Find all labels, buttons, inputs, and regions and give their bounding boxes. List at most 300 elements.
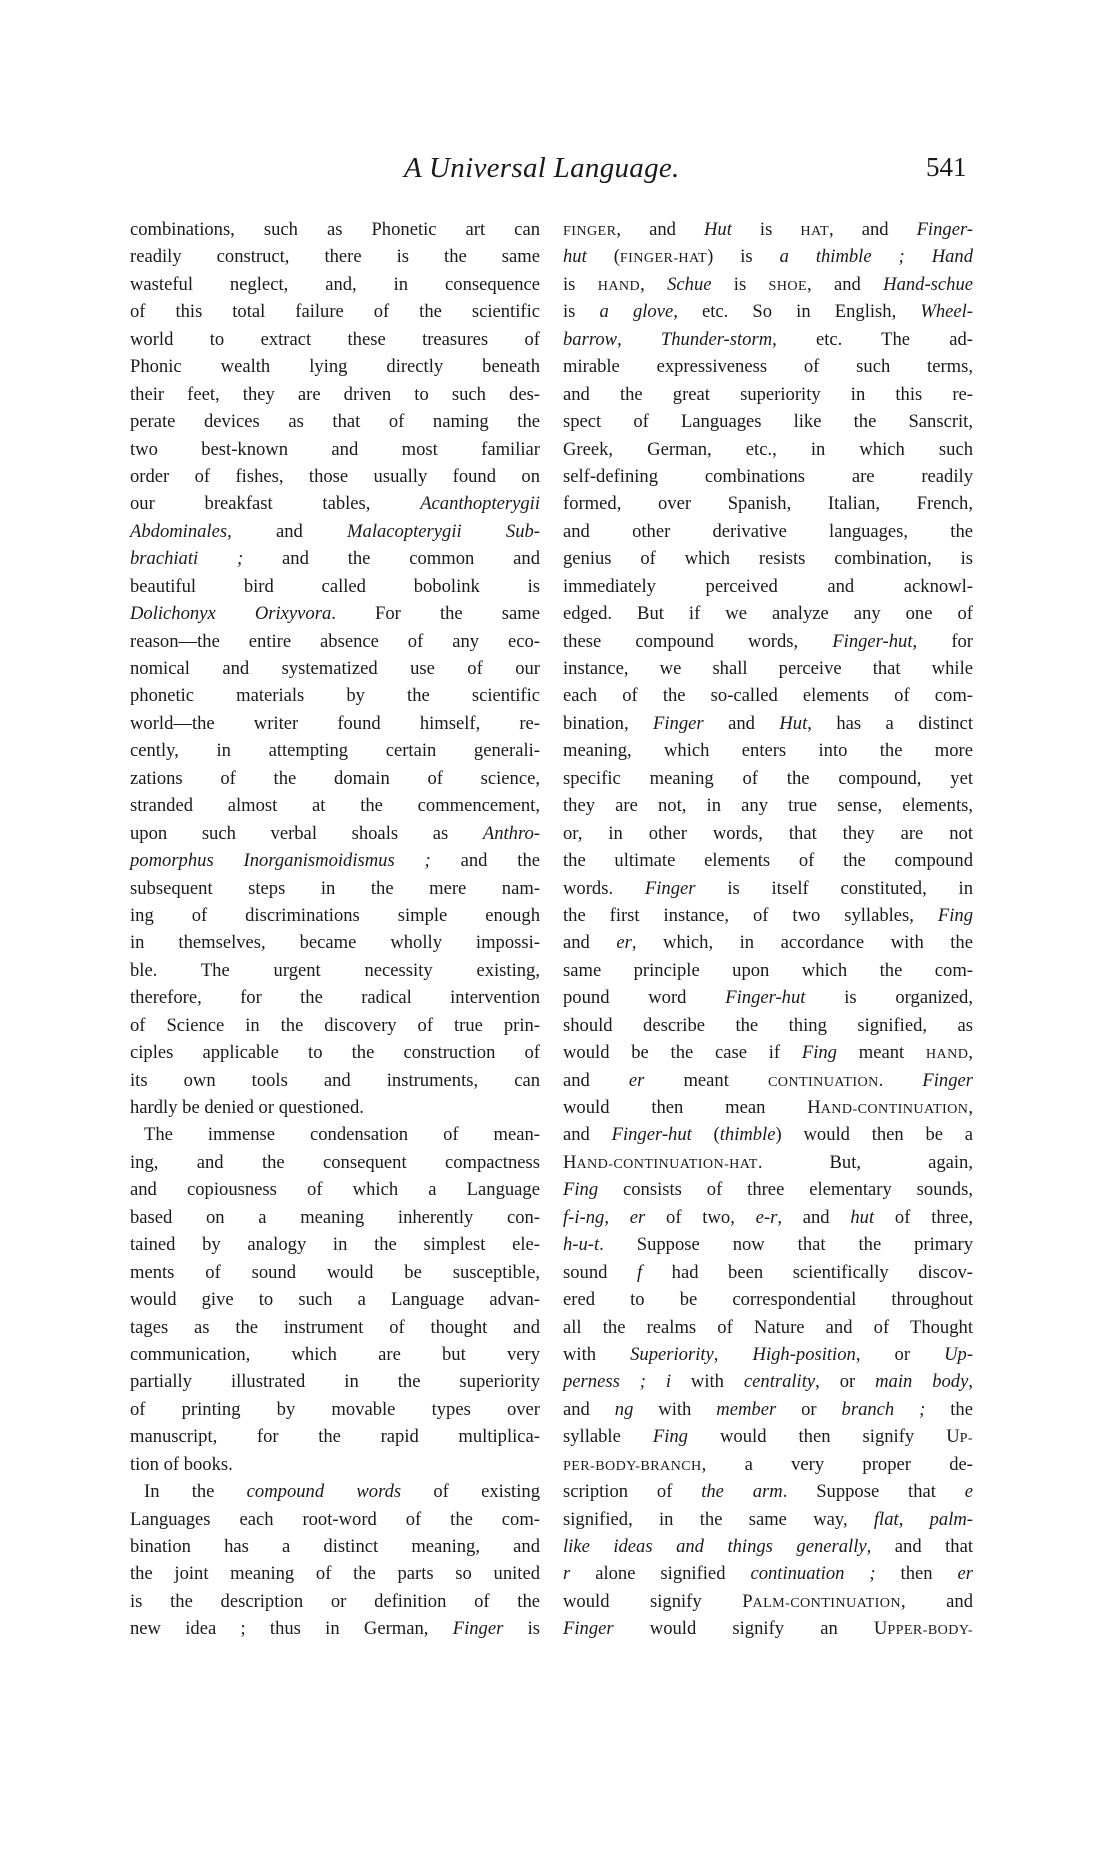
text-line bbox=[130, 518, 540, 545]
text-line bbox=[130, 655, 540, 682]
text-run: is itself constituted, in bbox=[695, 877, 973, 899]
italic-text: Hut bbox=[779, 712, 808, 734]
text-line bbox=[563, 1149, 973, 1176]
text-run: manuscript, for the rapid multiplica- bbox=[130, 1426, 540, 1448]
text-run: , bbox=[640, 273, 668, 295]
italic-text: Thunder-storm bbox=[660, 328, 773, 350]
text-run: ) would then be a bbox=[775, 1124, 974, 1146]
text-run: , bbox=[617, 328, 661, 350]
italic-text: Finger bbox=[922, 1069, 973, 1091]
text-line bbox=[130, 984, 540, 1011]
italic-text: Acanthopterygii bbox=[420, 493, 540, 515]
text-line bbox=[130, 875, 540, 902]
text-run: and bbox=[563, 1124, 612, 1146]
small-caps-text: HAT bbox=[800, 223, 830, 239]
text-run: and bbox=[563, 1069, 629, 1091]
text-line bbox=[130, 1259, 540, 1286]
italic-text: er bbox=[616, 932, 632, 954]
text-run: H bbox=[563, 1151, 577, 1173]
text-run: same principle upon which the com- bbox=[563, 959, 973, 981]
text-run: and copiousness of which a Language bbox=[130, 1179, 540, 1201]
small-caps-text: PER-BODY-BRANCH bbox=[563, 1457, 702, 1474]
text-run: ing of discriminations simple enough bbox=[130, 904, 540, 926]
italic-text: h-u-t bbox=[563, 1234, 600, 1256]
text-run: had been scientifically discov- bbox=[642, 1261, 973, 1283]
text-line bbox=[130, 1423, 540, 1450]
text-run: , etc. So in English, bbox=[673, 301, 921, 323]
text-run: is bbox=[731, 219, 801, 240]
text-run: tages as the instrument of thought and bbox=[130, 1316, 540, 1338]
italic-text: Hut bbox=[703, 219, 732, 240]
text-line bbox=[130, 1478, 540, 1505]
italic-text: Malacopterygii Sub- bbox=[347, 520, 540, 542]
text-run: ciples applicable to the construction of bbox=[130, 1042, 540, 1064]
italic-text: Wheel- bbox=[920, 301, 973, 323]
italic-text: pomorphus Inorganismoidismus ; bbox=[130, 850, 431, 872]
text-run: all the realms of Nature and of Thought bbox=[563, 1316, 973, 1338]
text-run: , bbox=[968, 1371, 974, 1393]
text-line bbox=[130, 1396, 540, 1423]
text-run: the joint meaning of the parts so united bbox=[130, 1563, 540, 1585]
text-line bbox=[130, 847, 540, 874]
text-line bbox=[563, 792, 973, 819]
text-line bbox=[563, 820, 973, 847]
text-run: syllable bbox=[563, 1426, 653, 1448]
italic-text: a glove bbox=[599, 301, 674, 323]
text-line bbox=[563, 1506, 973, 1533]
small-caps-text: SHOE bbox=[768, 277, 808, 294]
text-line bbox=[130, 929, 540, 956]
italic-text: the arm bbox=[701, 1481, 783, 1503]
text-line bbox=[563, 957, 973, 984]
text-run: formed, over Spanish, Italian, French, bbox=[563, 493, 973, 515]
text-line bbox=[130, 573, 540, 600]
text-run: upon such verbal shoals as bbox=[130, 822, 483, 844]
italic-text: Finger- bbox=[916, 219, 974, 240]
text-line bbox=[130, 1121, 540, 1148]
text-run: their feet, they are driven to such des- bbox=[130, 383, 540, 405]
text-line bbox=[563, 463, 973, 490]
text-run: would then signify U bbox=[687, 1426, 960, 1448]
italic-text: Finger bbox=[653, 712, 704, 734]
text-line bbox=[130, 1204, 540, 1231]
text-line bbox=[563, 682, 973, 709]
italic-text: compound words bbox=[246, 1481, 402, 1503]
italic-text: Dolichonyx Orixyvora bbox=[130, 603, 332, 625]
text-line bbox=[563, 1012, 973, 1039]
text-line bbox=[563, 1533, 973, 1560]
text-run: combinations, such as Phonetic art can bbox=[130, 219, 540, 240]
text-line bbox=[563, 1204, 973, 1231]
text-run: , and bbox=[807, 273, 884, 295]
text-run: world to extract these treasures of bbox=[130, 328, 540, 350]
text-line bbox=[563, 1423, 973, 1450]
text-line bbox=[130, 1588, 540, 1615]
text-run: with bbox=[563, 1343, 631, 1365]
text-line bbox=[563, 984, 973, 1011]
text-run: ( bbox=[691, 1124, 720, 1146]
text-line bbox=[130, 1368, 540, 1395]
text-line bbox=[130, 737, 540, 764]
text-run: they are not, in any true sense, elements, bbox=[563, 795, 973, 817]
italic-text: f-i-ng bbox=[563, 1206, 605, 1228]
text-line bbox=[130, 326, 540, 353]
italic-text: hut bbox=[850, 1206, 875, 1228]
text-line bbox=[130, 243, 540, 270]
text-line bbox=[130, 463, 540, 490]
text-line bbox=[130, 765, 540, 792]
italic-text: i bbox=[665, 1371, 672, 1393]
text-line bbox=[130, 216, 540, 243]
text-run: subsequent steps in the mere nam- bbox=[130, 877, 540, 899]
text-run: is bbox=[563, 301, 600, 323]
text-run: and the great superiority in this re- bbox=[563, 383, 973, 405]
text-line bbox=[563, 1286, 973, 1313]
italic-text: f bbox=[636, 1261, 643, 1283]
text-line bbox=[563, 545, 973, 572]
text-line bbox=[130, 957, 540, 984]
text-run: signified, in the same way, bbox=[563, 1508, 874, 1530]
text-run: therefore, for the radical intervention bbox=[130, 987, 540, 1009]
text-run: order of fishes, those usually found on bbox=[130, 465, 540, 487]
text-run: sound bbox=[563, 1261, 637, 1283]
running-title: A Universal Language. bbox=[404, 152, 680, 184]
text-run: would signify an U bbox=[613, 1618, 888, 1640]
text-run: should describe the thing signified, as bbox=[563, 1014, 973, 1036]
small-caps-text: HAND bbox=[925, 1046, 969, 1063]
text-run: , bbox=[968, 1042, 973, 1064]
text-run: , and bbox=[616, 219, 704, 240]
text-run: , a very proper de- bbox=[701, 1453, 973, 1475]
italic-text: er bbox=[957, 1563, 973, 1585]
text-run: . But, again, bbox=[757, 1151, 973, 1173]
text-run: these compound words, bbox=[563, 630, 833, 652]
text-line bbox=[130, 1314, 540, 1341]
text-run: reason—the entire absence of any eco- bbox=[130, 630, 540, 652]
text-run: consists of three elementary sounds, bbox=[598, 1179, 973, 1201]
text-line bbox=[130, 1341, 540, 1368]
italic-text: Hand-schue bbox=[883, 273, 974, 295]
text-run: , bbox=[898, 1508, 930, 1530]
text-run: immediately perceived and acknowl- bbox=[563, 575, 973, 597]
small-caps-text: P- bbox=[959, 1430, 973, 1447]
text-run: self-defining combinations are readily bbox=[563, 465, 973, 487]
text-run: bination has a distinct meaning, and bbox=[130, 1536, 540, 1557]
text-run: of Science in the discovery of true prin- bbox=[130, 1014, 540, 1036]
small-caps-text: PPER-BODY- bbox=[887, 1622, 973, 1639]
italic-text: High-position bbox=[752, 1343, 856, 1365]
text-run: would then mean H bbox=[563, 1097, 821, 1118]
text-line bbox=[563, 1341, 973, 1368]
text-run: , bbox=[968, 1097, 973, 1118]
text-run: meant bbox=[644, 1069, 768, 1091]
text-run: . bbox=[878, 1069, 923, 1091]
text-run: , has a distinct bbox=[807, 712, 973, 734]
italic-text: e-r bbox=[755, 1206, 778, 1228]
text-line bbox=[563, 1368, 973, 1395]
italic-text: barrow bbox=[563, 328, 618, 350]
text-run: cently, in attempting certain generali- bbox=[130, 740, 540, 762]
italic-text: Fing bbox=[563, 1179, 599, 1201]
italic-text: Finger-hut bbox=[611, 1124, 692, 1146]
italic-text: Hand bbox=[931, 246, 974, 268]
text-run: of two, bbox=[645, 1206, 756, 1228]
text-line bbox=[130, 545, 540, 572]
text-run: , and bbox=[777, 1206, 851, 1228]
text-run: in themselves, became wholly impossi- bbox=[130, 932, 540, 954]
text-run: communication, which are but very bbox=[130, 1343, 540, 1365]
text-line bbox=[563, 271, 973, 298]
text-run: wasteful neglect, and, in consequence bbox=[130, 273, 540, 295]
text-run: perate devices as that of naming the bbox=[130, 411, 540, 433]
text-line bbox=[563, 737, 973, 764]
text-run: then bbox=[875, 1563, 958, 1585]
text-run: stranded almost at the commencement, bbox=[130, 795, 540, 817]
text-line bbox=[563, 1314, 973, 1341]
text-line bbox=[130, 298, 540, 325]
text-run: based on a meaning inherently con- bbox=[130, 1206, 540, 1228]
text-line bbox=[563, 1451, 973, 1478]
page-number: 541 bbox=[926, 152, 967, 182]
text-line bbox=[563, 490, 973, 517]
italic-text: r bbox=[563, 1563, 571, 1585]
text-run: our breakfast tables, bbox=[130, 493, 421, 515]
text-run: , or bbox=[815, 1371, 876, 1393]
text-run: new idea ; thus in German, bbox=[130, 1618, 453, 1640]
text-line bbox=[563, 1094, 973, 1121]
italic-text: brachiati ; bbox=[130, 548, 244, 570]
text-line bbox=[130, 628, 540, 655]
text-run: and other derivative languages, the bbox=[563, 520, 973, 542]
italic-text: Anthro- bbox=[482, 822, 540, 844]
text-line bbox=[563, 1396, 973, 1423]
text-run: readily construct, there is the same bbox=[130, 246, 540, 268]
italic-text: member bbox=[716, 1398, 777, 1420]
text-line bbox=[563, 655, 973, 682]
text-line bbox=[130, 820, 540, 847]
text-run: , and that bbox=[866, 1536, 973, 1557]
text-run: instance, we shall perceive that while bbox=[563, 658, 973, 679]
text-line bbox=[563, 1067, 973, 1094]
text-line bbox=[130, 381, 540, 408]
text-run: world—the writer found himself, re- bbox=[130, 712, 540, 734]
text-run: ing, and the consequent compactness bbox=[130, 1151, 540, 1173]
text-line bbox=[563, 216, 973, 243]
text-run: and the bbox=[430, 850, 541, 872]
text-line bbox=[130, 271, 540, 298]
text-run: nomical and systematized use of our bbox=[130, 658, 540, 679]
italic-text: Finger-hut bbox=[832, 630, 913, 652]
text-run: is bbox=[563, 273, 598, 295]
text-run: the bbox=[925, 1398, 973, 1420]
text-run: words. bbox=[563, 877, 645, 899]
text-run: or bbox=[776, 1398, 842, 1420]
text-line bbox=[130, 1039, 540, 1066]
text-run: , and bbox=[227, 520, 348, 542]
text-run: of three, bbox=[874, 1206, 973, 1228]
text-line bbox=[563, 902, 973, 929]
small-caps-text: AND-CONTINUATION-HAT bbox=[576, 1155, 758, 1172]
small-caps-text: HAND bbox=[597, 277, 641, 294]
italic-text: Finger-hut bbox=[725, 987, 806, 1009]
small-caps-text: FINGER-HAT bbox=[619, 250, 708, 267]
text-line bbox=[130, 710, 540, 737]
text-run: tained by analogy in the simplest ele- bbox=[130, 1234, 540, 1256]
text-line bbox=[130, 1176, 540, 1203]
text-run: partially illustrated in the superiority bbox=[130, 1371, 540, 1393]
text-run: of existing bbox=[401, 1481, 540, 1503]
italic-text: Schue bbox=[667, 273, 712, 295]
small-caps-text: ALM-CONTINUATION bbox=[752, 1594, 901, 1611]
text-run: and the common and bbox=[243, 548, 540, 570]
small-caps-text: CONTINUATION bbox=[767, 1073, 879, 1090]
text-line bbox=[563, 518, 973, 545]
text-run: , and bbox=[900, 1590, 973, 1612]
small-caps-text: AND-CONTINUATION bbox=[820, 1101, 969, 1117]
italic-text: Finger bbox=[563, 1618, 614, 1640]
text-run: would signify P bbox=[563, 1590, 753, 1612]
text-run: , bbox=[713, 1343, 753, 1365]
text-line bbox=[130, 1012, 540, 1039]
text-run: . Suppose that bbox=[782, 1481, 965, 1503]
text-run: Greek, German, etc., in which such bbox=[563, 438, 973, 460]
text-line bbox=[130, 1286, 540, 1313]
text-run: ) is bbox=[707, 246, 780, 268]
text-line bbox=[563, 929, 973, 956]
text-run bbox=[905, 246, 932, 267]
text-run: is the description or definition of the bbox=[130, 1590, 540, 1612]
text-run: phonetic materials by the scientific bbox=[130, 685, 540, 707]
text-run: of this total failure of the scientific bbox=[130, 301, 540, 323]
right-column bbox=[563, 216, 973, 1643]
text-line bbox=[130, 408, 540, 435]
italic-text: Fing bbox=[801, 1042, 837, 1064]
text-run: ered to be correspondential throughout bbox=[563, 1289, 973, 1311]
italic-text: perness ; bbox=[563, 1371, 646, 1393]
text-run: of printing by movable types over bbox=[130, 1398, 540, 1420]
text-line bbox=[563, 408, 973, 435]
text-line bbox=[130, 1533, 540, 1560]
text-run: and bbox=[563, 1398, 615, 1420]
italic-text: er bbox=[629, 1206, 646, 1228]
text-line bbox=[563, 243, 973, 270]
text-line bbox=[130, 902, 540, 929]
text-run: or, in other words, that they are not bbox=[563, 822, 973, 844]
italic-text: Fing bbox=[652, 1426, 688, 1448]
text-line bbox=[130, 600, 540, 627]
text-run: In the bbox=[144, 1481, 247, 1503]
text-run: would be the case if bbox=[563, 1042, 802, 1064]
italic-text: Fing bbox=[937, 904, 973, 926]
text-run: tion of books. bbox=[130, 1453, 233, 1475]
text-run: Languages each root-word of the com- bbox=[130, 1508, 540, 1530]
text-line bbox=[130, 1094, 540, 1121]
text-run: , which, in accordance with the bbox=[631, 932, 973, 954]
text-run: ments of sound would be susceptible, bbox=[130, 1261, 540, 1283]
text-run: , for bbox=[912, 630, 973, 652]
running-head bbox=[0, 152, 1096, 192]
text-line bbox=[130, 353, 540, 380]
text-line bbox=[130, 1615, 540, 1642]
text-line bbox=[130, 1560, 540, 1587]
text-line bbox=[563, 573, 973, 600]
text-run: the ultimate elements of the compound bbox=[563, 850, 973, 872]
text-run: alone signified bbox=[570, 1563, 751, 1585]
text-line bbox=[563, 298, 973, 325]
text-line bbox=[563, 710, 973, 737]
text-line bbox=[130, 1506, 540, 1533]
italic-text: like ideas and things generally bbox=[563, 1536, 867, 1557]
text-run: , and bbox=[829, 219, 917, 240]
text-run: is bbox=[503, 1618, 540, 1640]
text-run bbox=[646, 1371, 666, 1392]
text-line bbox=[563, 1231, 973, 1258]
text-run: spect of Languages like the Sanscrit, bbox=[563, 411, 973, 433]
text-line bbox=[563, 1176, 973, 1203]
italic-text: ng bbox=[614, 1398, 634, 1420]
text-line bbox=[563, 600, 973, 627]
small-caps-text: FINGER bbox=[563, 223, 617, 239]
italic-text: centrality bbox=[743, 1371, 816, 1393]
text-run: the first instance, of two syllables, bbox=[563, 904, 938, 926]
text-run: each of the so-called elements of com- bbox=[563, 685, 973, 707]
text-line bbox=[130, 792, 540, 819]
text-line bbox=[130, 682, 540, 709]
text-line bbox=[563, 1039, 973, 1066]
text-run: , bbox=[604, 1206, 630, 1228]
text-run: bination, bbox=[563, 712, 654, 734]
text-run: ble. The urgent necessity existing, bbox=[130, 959, 540, 981]
text-run: zations of the domain of science, bbox=[130, 767, 540, 789]
text-run: edged. But if we analyze any one of bbox=[563, 603, 973, 625]
text-line bbox=[563, 326, 973, 353]
text-run: two best-known and most familiar bbox=[130, 438, 540, 460]
text-run: meant bbox=[836, 1042, 926, 1064]
italic-text: Superiority bbox=[630, 1343, 714, 1365]
italic-text: hut bbox=[563, 246, 587, 268]
italic-text: Finger bbox=[452, 1618, 504, 1640]
text-line bbox=[563, 847, 973, 874]
text-run: meaning, which enters into the more bbox=[563, 740, 973, 762]
text-run: , or bbox=[855, 1343, 945, 1365]
text-line bbox=[563, 765, 973, 792]
text-line bbox=[563, 1560, 973, 1587]
text-run: specific meaning of the compound, yet bbox=[563, 767, 973, 789]
text-run: and bbox=[703, 712, 780, 734]
italic-text: palm- bbox=[929, 1508, 973, 1530]
text-run: is organized, bbox=[805, 987, 973, 1009]
text-line bbox=[130, 1067, 540, 1094]
text-line bbox=[563, 1615, 973, 1642]
text-line bbox=[130, 1149, 540, 1176]
left-column bbox=[130, 216, 540, 1643]
text-run: . For the same bbox=[331, 603, 540, 625]
text-line bbox=[130, 1231, 540, 1258]
italic-text: continuation ; bbox=[750, 1563, 876, 1585]
italic-text: Finger bbox=[644, 877, 696, 899]
text-run: , etc. The ad- bbox=[772, 328, 973, 350]
text-line bbox=[563, 1478, 973, 1505]
italic-text: flat bbox=[873, 1508, 899, 1530]
italic-text: thimble bbox=[719, 1124, 776, 1146]
text-run: mirable expressiveness of such terms, bbox=[563, 356, 973, 378]
text-run: ( bbox=[586, 246, 620, 268]
text-run: beautiful bird called bobolink is bbox=[130, 575, 540, 597]
text-line bbox=[563, 436, 973, 463]
italic-text: er bbox=[628, 1069, 645, 1091]
text-run: genius of which resists combination, is bbox=[563, 548, 973, 570]
text-run: hardly be denied or questioned. bbox=[130, 1097, 364, 1118]
